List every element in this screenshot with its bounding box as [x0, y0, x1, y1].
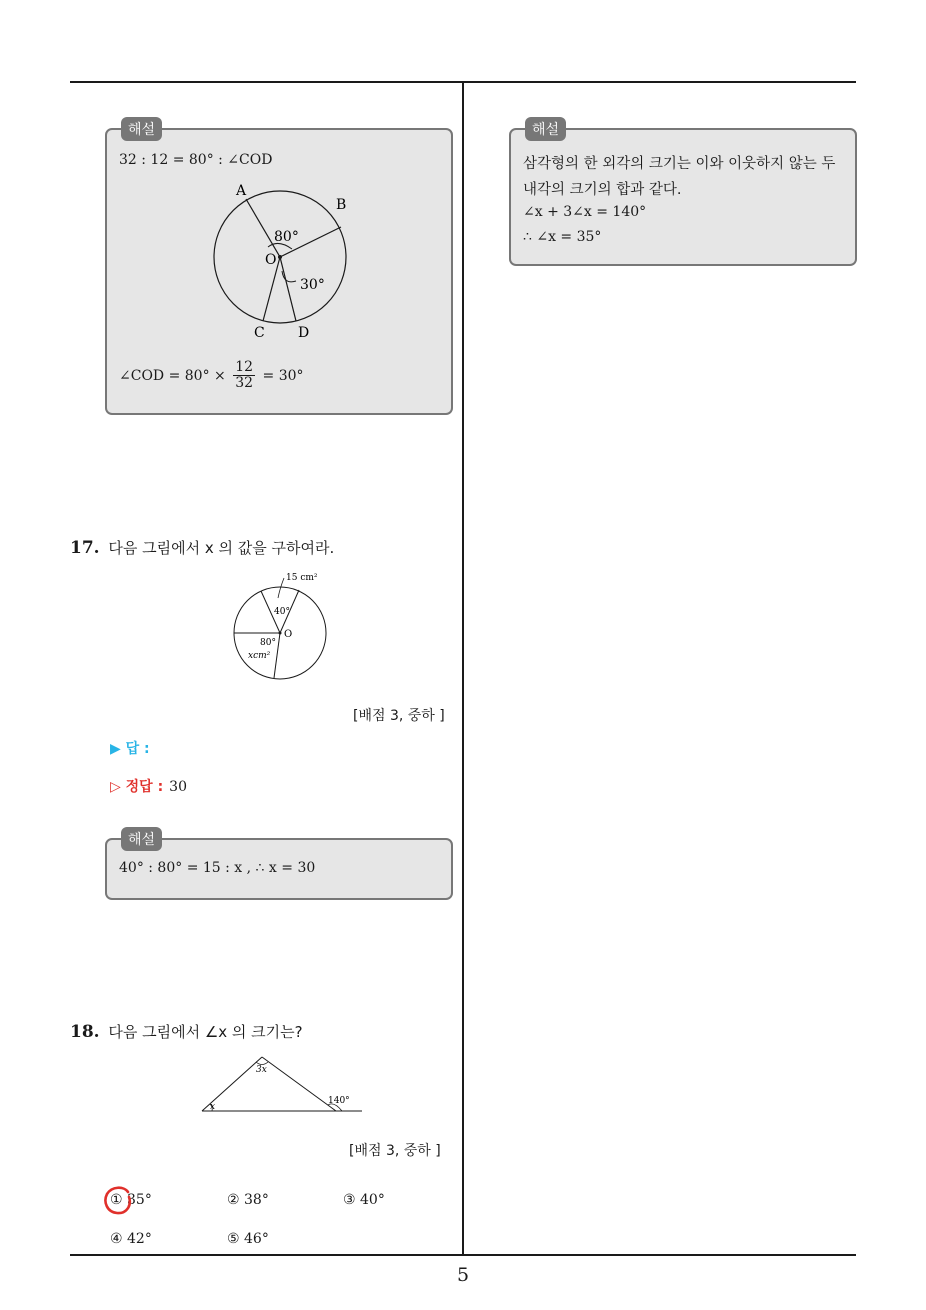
choice-5[interactable]: ⑤ 46°: [227, 1231, 269, 1247]
choice-1[interactable]: ① 35°: [110, 1192, 152, 1208]
label-D: D: [298, 325, 310, 341]
label-exterior-angle: 140°: [328, 1096, 350, 1106]
explanation-18-line-3: ∠x + 3∠x = 140°: [523, 204, 647, 220]
choice-2[interactable]: ② 38°: [227, 1192, 269, 1208]
selected-answer-mark: [102, 1184, 134, 1216]
choice-3[interactable]: ③ 40°: [343, 1192, 385, 1208]
label-B: B: [336, 197, 347, 213]
label-area-x: xcm²: [248, 651, 271, 661]
correct-answer-value: 30: [169, 779, 187, 795]
explanation-18-line-1: 삼각형의 한 외각의 크기는 이와 이웃하지 않는 두: [523, 156, 836, 172]
question-18-title: [70, 1021, 303, 1042]
column-divider: [462, 82, 464, 1255]
question-text: 다음 그림에서 x 의 값을 구하여라.: [108, 539, 335, 557]
label-O: O: [265, 252, 277, 268]
label-angle-80: 80°: [274, 229, 299, 245]
answer-label: ▶ 답 :: [110, 741, 150, 757]
label-angle-30: 30°: [300, 277, 325, 293]
fraction-numerator: 12: [235, 359, 254, 375]
bottom-rule: [70, 1254, 856, 1256]
correct-answer-label: ▷ 정답 :: [110, 779, 164, 795]
label-angle-80: 80°: [260, 638, 276, 648]
triangle-figure: [196, 1053, 366, 1113]
label-apex-angle: 3x: [256, 1065, 267, 1075]
fraction-12-32: [233, 360, 255, 392]
cod-calculation-suffix: = 30°: [262, 367, 304, 384]
label-angle-40: 40°: [274, 607, 290, 617]
label-O: O: [284, 629, 293, 640]
question-17-title: [70, 537, 334, 558]
explanation-18-line-4: ∴ ∠x = 35°: [523, 229, 602, 245]
explanation-17-text: 40° : 80° = 15 : x , ∴ x = 30: [119, 860, 316, 876]
question-number: 18.: [70, 1022, 100, 1042]
explanation-box-17: [105, 832, 453, 900]
fraction-denominator: 32: [235, 375, 254, 392]
correct-answer: [110, 776, 187, 796]
label-area-15: 15 cm²: [286, 573, 318, 583]
explanation-tag: 해설: [121, 827, 162, 851]
explanation-tag: 해설: [525, 117, 566, 141]
page-number: 5: [456, 1264, 470, 1286]
question-text: 다음 그림에서 ∠x 의 크기는?: [108, 1023, 303, 1041]
question-18-meta: [배점 3, 중하 ]: [349, 1143, 441, 1159]
label-base-angle: x: [210, 1102, 216, 1112]
explanation-18-line-2: 내각의 크기의 합과 같다.: [523, 182, 682, 198]
circle-sectors-figure: [202, 175, 362, 345]
explanation-tag: 해설: [121, 117, 162, 141]
ratio-equation: 32 : 12 = 80° : ∠COD: [119, 152, 273, 168]
explanation-box-18: [509, 122, 857, 266]
label-A: A: [236, 183, 247, 199]
cod-calculation-prefix: ∠COD = 80° ×: [119, 367, 226, 384]
question-17-meta: [배점 3, 중하 ]: [353, 708, 445, 724]
cod-calculation: [119, 360, 304, 392]
question-number: 17.: [70, 538, 100, 558]
explanation-box-16: [105, 122, 453, 415]
choice-4[interactable]: ④ 42°: [110, 1231, 152, 1247]
question-17-figure: [228, 568, 348, 683]
label-C: C: [254, 325, 265, 341]
